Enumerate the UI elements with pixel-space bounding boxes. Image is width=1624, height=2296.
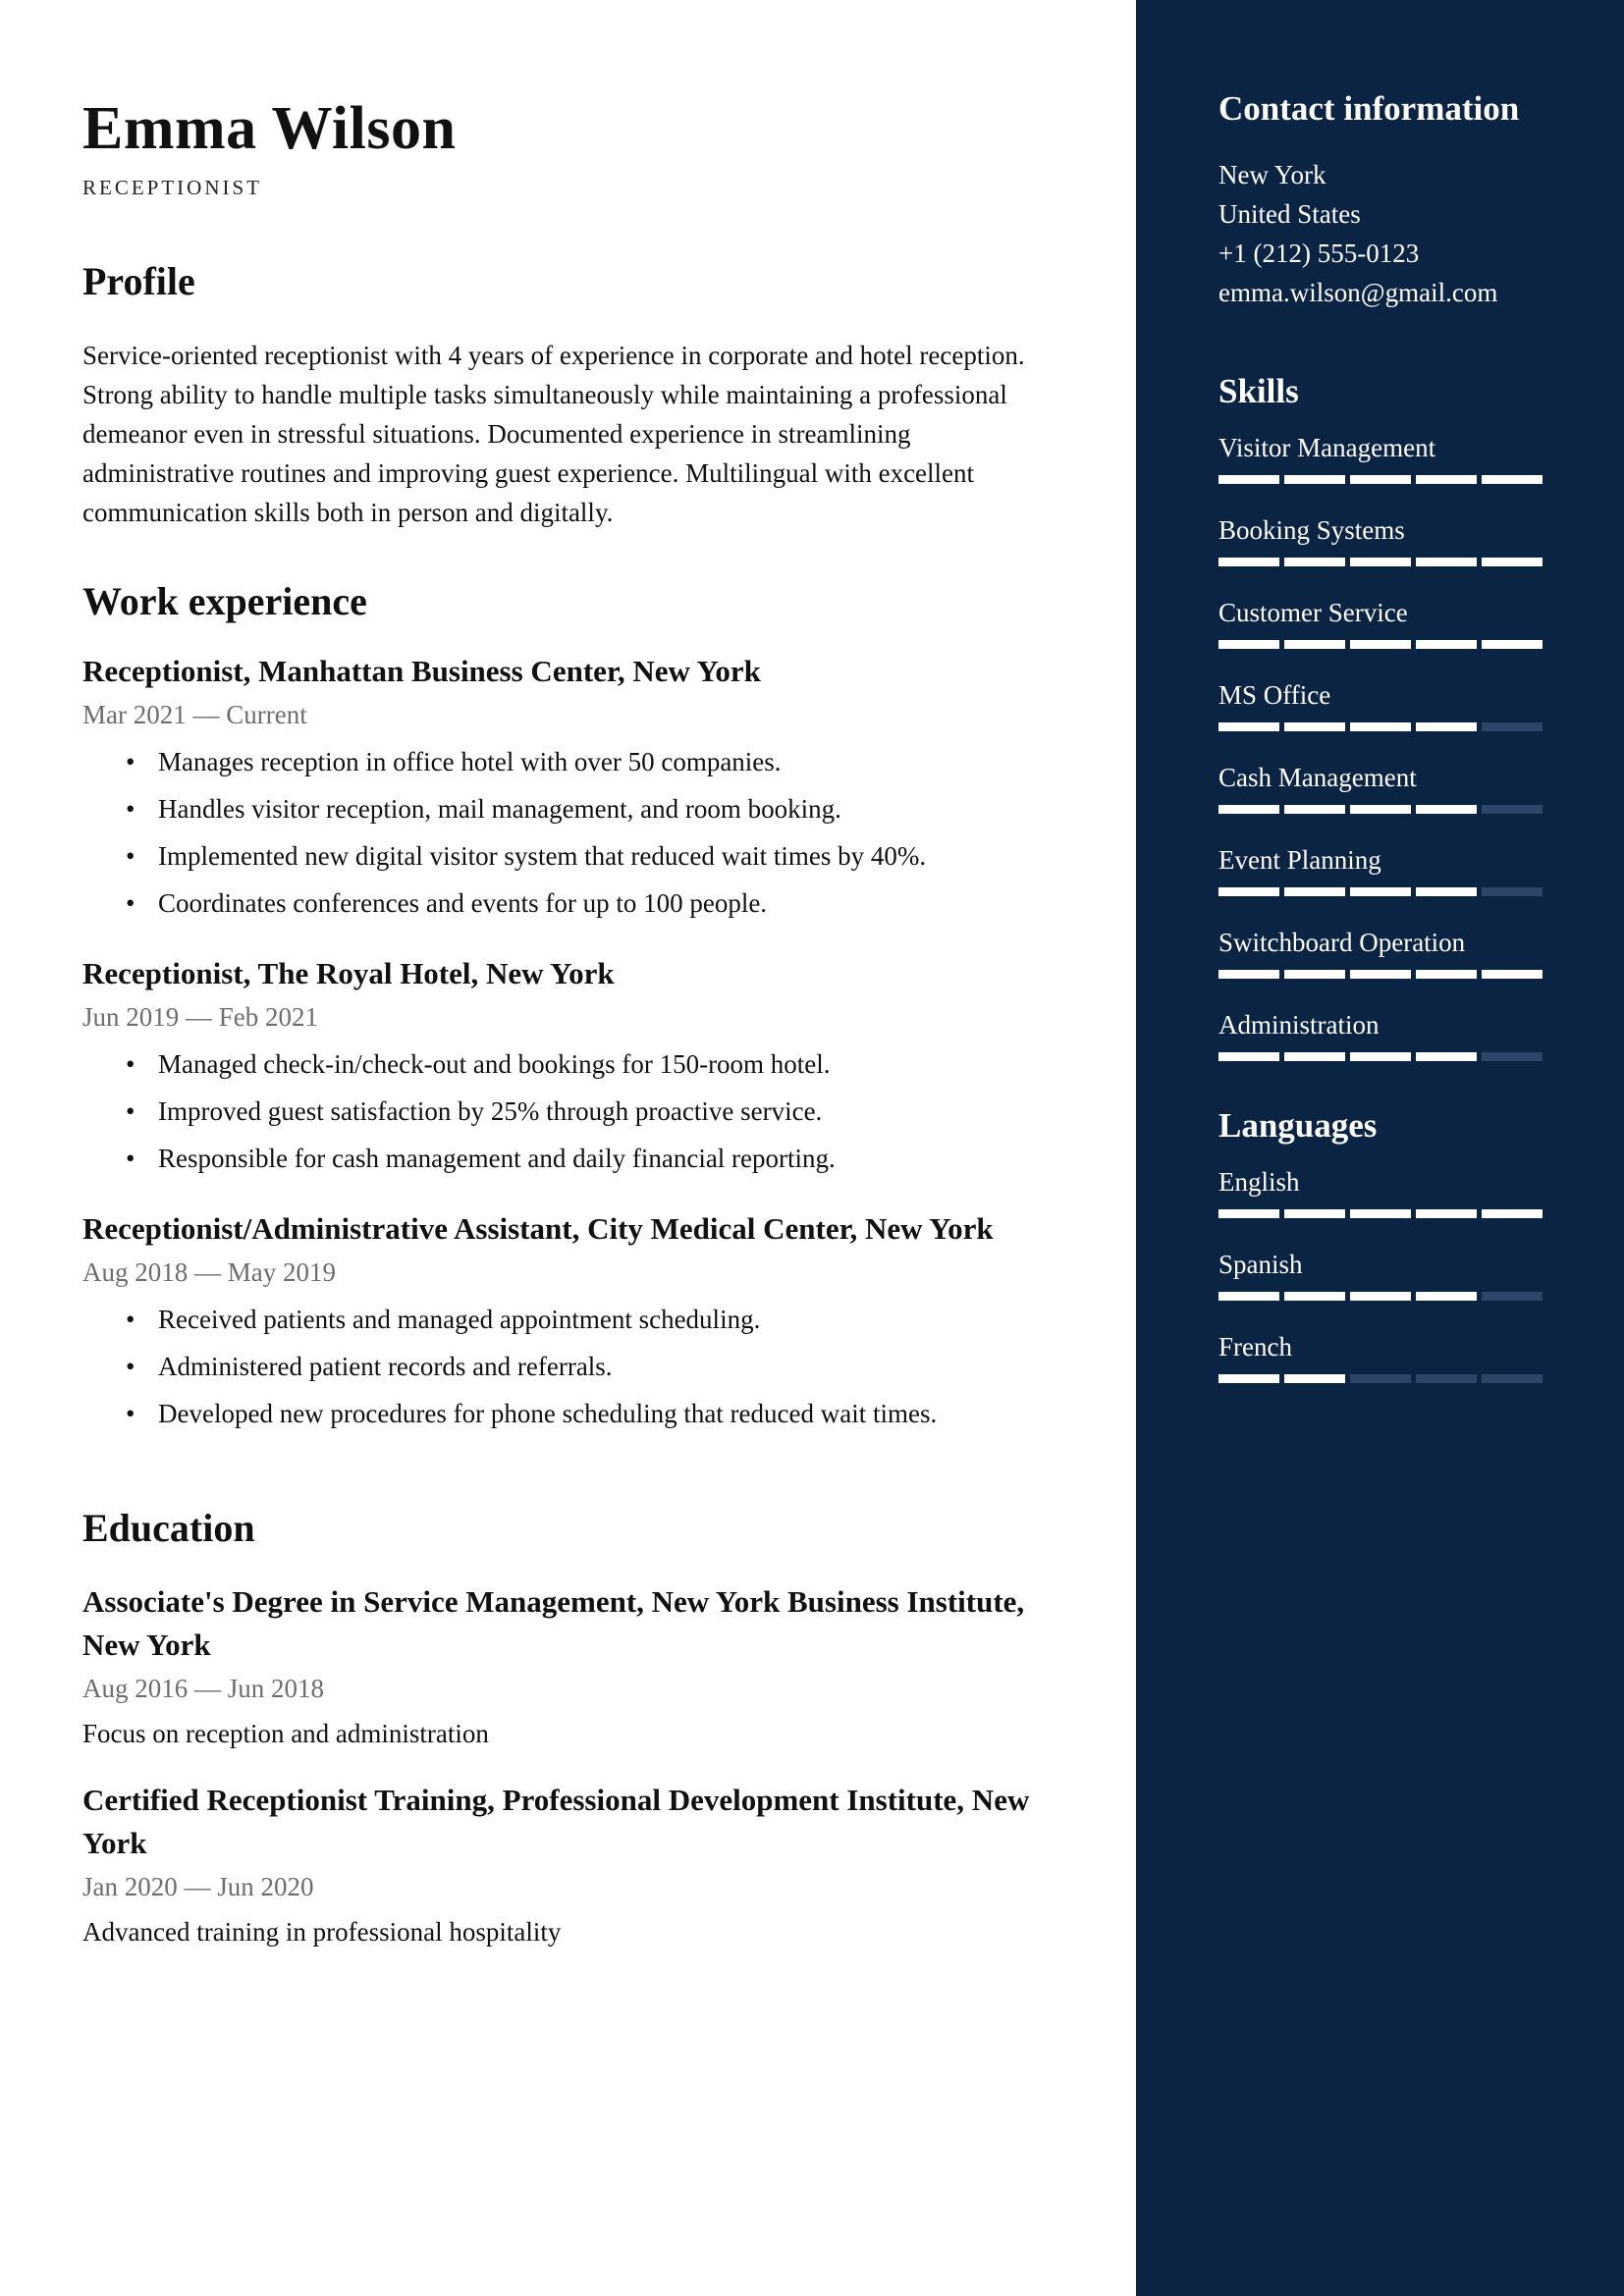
level-segment <box>1218 640 1279 649</box>
skill-name: Cash Management <box>1218 763 1417 792</box>
work-experience-heading: Work experience <box>82 579 367 623</box>
skill-item <box>1218 675 1543 758</box>
level-segment <box>1416 805 1477 814</box>
level-segment <box>1218 970 1279 979</box>
education-heading: Education <box>82 1506 255 1550</box>
job-bullet-text: Handles visitor reception, mail management, and room booking. <box>158 794 841 824</box>
skill-item <box>1218 758 1543 840</box>
education-entry-description: Advanced training in professional hospitality <box>82 1917 562 1947</box>
education-entry <box>82 1779 1064 1951</box>
contact-country: United States <box>1218 199 1361 229</box>
job-bullet-text: Developed new procedures for phone scheduling that reduced wait times. <box>158 1399 938 1428</box>
profile-section <box>82 257 1064 532</box>
language-name: Spanish <box>1218 1250 1303 1279</box>
level-segment <box>1350 887 1411 896</box>
languages-heading: Languages <box>1218 1106 1378 1145</box>
level-segment <box>1284 1052 1345 1061</box>
level-segment <box>1482 1292 1543 1301</box>
level-segment <box>1284 722 1345 731</box>
level-segment <box>1218 1209 1279 1218</box>
bullet-icon: • <box>126 1305 135 1334</box>
skill-name: Administration <box>1218 1010 1380 1040</box>
skill-level-bar <box>1218 805 1543 814</box>
language-name: French <box>1218 1332 1292 1362</box>
level-segment <box>1284 887 1345 896</box>
level-segment <box>1284 558 1345 566</box>
bullet-icon: • <box>126 794 135 824</box>
skill-level-bar <box>1218 640 1543 649</box>
language-item <box>1218 1162 1543 1245</box>
job-title: RECEPTIONIST <box>82 176 262 199</box>
skill-item <box>1218 923 1543 1005</box>
level-segment <box>1416 722 1477 731</box>
skill-name: Event Planning <box>1218 845 1381 875</box>
skill-name: Switchboard Operation <box>1218 928 1466 957</box>
skill-level-bar <box>1218 475 1543 484</box>
skill-level-bar <box>1218 722 1543 731</box>
job-bullet <box>82 785 1064 832</box>
job-bullet <box>82 738 1064 785</box>
level-segment <box>1350 1052 1411 1061</box>
job-bullet-text: Administered patient records and referrals. <box>158 1352 613 1381</box>
level-segment <box>1482 805 1543 814</box>
language-level-bar <box>1218 1209 1543 1218</box>
job-entry <box>82 1207 1064 1437</box>
skill-item <box>1218 593 1543 675</box>
job-entry <box>82 952 1064 1182</box>
profile-text: Service-oriented receptionist with 4 years of experience in corporate and hotel reception. Strong ability to handle multiple tasks simultaneously while maintaining a professional demeanor even in stressful situations. Documented experience in streamlining administrative routines and improving guest experience. Multilingual with excellent communication skills both in person and digitally. <box>82 341 1025 527</box>
job-bullet-text: Received patients and managed appointment scheduling. <box>158 1305 761 1334</box>
level-segment <box>1416 970 1477 979</box>
level-segment <box>1416 1209 1477 1218</box>
sidebar <box>1136 0 1624 2296</box>
education-entry-dates: Jan 2020 — Jun 2020 <box>82 1872 314 1901</box>
job-entry-title: Receptionist, The Royal Hotel, New York <box>82 956 615 990</box>
skill-name: Booking Systems <box>1218 515 1405 545</box>
level-segment <box>1218 722 1279 731</box>
sidebar-content <box>1218 84 1543 1410</box>
level-segment <box>1284 805 1345 814</box>
contact-email: emma.wilson@gmail.com <box>1218 278 1498 307</box>
candidate-name: Emma Wilson <box>82 95 457 162</box>
skill-name: MS Office <box>1218 680 1331 710</box>
level-segment <box>1350 722 1411 731</box>
level-segment <box>1416 640 1477 649</box>
job-bullet-text: Implemented new digital visitor system that reduced wait times by 40%. <box>158 841 927 871</box>
level-segment <box>1416 887 1477 896</box>
level-segment <box>1350 1209 1411 1218</box>
level-segment <box>1350 1292 1411 1301</box>
education-entry <box>82 1580 1064 1753</box>
level-segment <box>1218 475 1279 484</box>
skills-list <box>1218 428 1543 1088</box>
level-segment <box>1284 1292 1345 1301</box>
level-segment <box>1284 475 1345 484</box>
bullet-icon: • <box>126 1049 135 1079</box>
level-segment <box>1482 475 1543 484</box>
job-bullet-list <box>82 1296 1064 1437</box>
level-segment <box>1218 1052 1279 1061</box>
work-experience-section <box>82 577 1064 1437</box>
bullet-icon: • <box>126 1399 135 1428</box>
level-segment <box>1284 640 1345 649</box>
level-segment <box>1350 475 1411 484</box>
skill-level-bar <box>1218 970 1543 979</box>
skill-item <box>1218 510 1543 593</box>
main-column <box>82 93 1064 1951</box>
skill-item <box>1218 840 1543 923</box>
level-segment <box>1284 1209 1345 1218</box>
job-entry-dates: Aug 2018 — May 2019 <box>82 1257 336 1287</box>
level-segment <box>1416 475 1477 484</box>
level-segment <box>1416 1374 1477 1383</box>
bullet-icon: • <box>126 888 135 918</box>
level-segment <box>1416 1292 1477 1301</box>
level-segment <box>1284 970 1345 979</box>
job-bullet-text: Managed check-in/check-out and bookings for 150-room hotel. <box>158 1049 831 1079</box>
level-segment <box>1482 558 1543 566</box>
level-segment <box>1482 1209 1543 1218</box>
level-segment <box>1218 805 1279 814</box>
level-segment <box>1284 1374 1345 1383</box>
profile-heading: Profile <box>82 259 195 303</box>
language-item <box>1218 1327 1543 1410</box>
skills-heading: Skills <box>1218 372 1299 410</box>
bullet-icon: • <box>126 1352 135 1381</box>
level-segment <box>1482 1374 1543 1383</box>
level-segment <box>1482 970 1543 979</box>
level-segment <box>1350 1374 1411 1383</box>
job-bullet <box>82 1296 1064 1343</box>
contact-details <box>1218 155 1543 312</box>
job-entry <box>82 650 1064 927</box>
skill-name: Customer Service <box>1218 598 1408 627</box>
bullet-icon: • <box>126 1144 135 1173</box>
skill-item <box>1218 1005 1543 1088</box>
level-segment <box>1218 1374 1279 1383</box>
bullet-icon: • <box>126 1096 135 1126</box>
job-entry-dates: Mar 2021 — Current <box>82 700 307 729</box>
level-segment <box>1218 558 1279 566</box>
level-segment <box>1482 1052 1543 1061</box>
job-bullet <box>82 1088 1064 1135</box>
skill-item <box>1218 428 1543 510</box>
job-bullet-text: Manages reception in office hotel with over 50 companies. <box>158 747 782 776</box>
job-bullet-list <box>82 738 1064 927</box>
level-segment <box>1350 805 1411 814</box>
job-bullet <box>82 832 1064 880</box>
education-entry-description: Focus on reception and administration <box>82 1719 489 1748</box>
level-segment <box>1350 640 1411 649</box>
job-bullet-text: Improved guest satisfaction by 25% through proactive service. <box>158 1096 823 1126</box>
level-segment <box>1218 1292 1279 1301</box>
contact-city: New York <box>1218 160 1326 189</box>
level-segment <box>1482 640 1543 649</box>
job-bullet <box>82 1135 1064 1182</box>
job-bullet <box>82 880 1064 927</box>
bullet-icon: • <box>126 747 135 776</box>
job-bullet <box>82 1390 1064 1437</box>
level-segment <box>1482 887 1543 896</box>
languages-list <box>1218 1162 1543 1410</box>
education-section <box>82 1504 1064 1951</box>
language-item <box>1218 1245 1543 1327</box>
contact-heading: Contact information <box>1218 89 1520 128</box>
level-segment <box>1482 722 1543 731</box>
education-entry-title: Associate's Degree in Service Management, New York Business Institute, New York <box>82 1584 1025 1662</box>
job-entry-dates: Jun 2019 — Feb 2021 <box>82 1002 319 1032</box>
education-entry-dates: Aug 2016 — Jun 2018 <box>82 1674 325 1703</box>
contact-phone: +1 (212) 555-0123 <box>1218 239 1420 268</box>
language-name: English <box>1218 1167 1300 1197</box>
education-entry-title: Certified Receptionist Training, Professional Development Institute, New York <box>82 1783 1030 1860</box>
level-segment <box>1350 970 1411 979</box>
language-level-bar <box>1218 1292 1543 1301</box>
level-segment <box>1350 558 1411 566</box>
bullet-icon: • <box>126 841 135 871</box>
job-bullet <box>82 1343 1064 1390</box>
skill-name: Visitor Management <box>1218 433 1436 462</box>
level-segment <box>1218 887 1279 896</box>
skill-level-bar <box>1218 887 1543 896</box>
level-segment <box>1416 1052 1477 1061</box>
job-bullet-list <box>82 1041 1064 1182</box>
skill-level-bar <box>1218 1052 1543 1061</box>
level-segment <box>1416 558 1477 566</box>
job-bullet-text: Responsible for cash management and daily financial reporting. <box>158 1144 836 1173</box>
job-bullet <box>82 1041 1064 1088</box>
job-entry-title: Receptionist, Manhattan Business Center, New York <box>82 654 761 688</box>
job-bullet-text: Coordinates conferences and events for up to 100 people. <box>158 888 768 918</box>
language-level-bar <box>1218 1374 1543 1383</box>
job-entry-title: Receptionist/Administrative Assistant, City Medical Center, New York <box>82 1211 994 1246</box>
skill-level-bar <box>1218 558 1543 566</box>
